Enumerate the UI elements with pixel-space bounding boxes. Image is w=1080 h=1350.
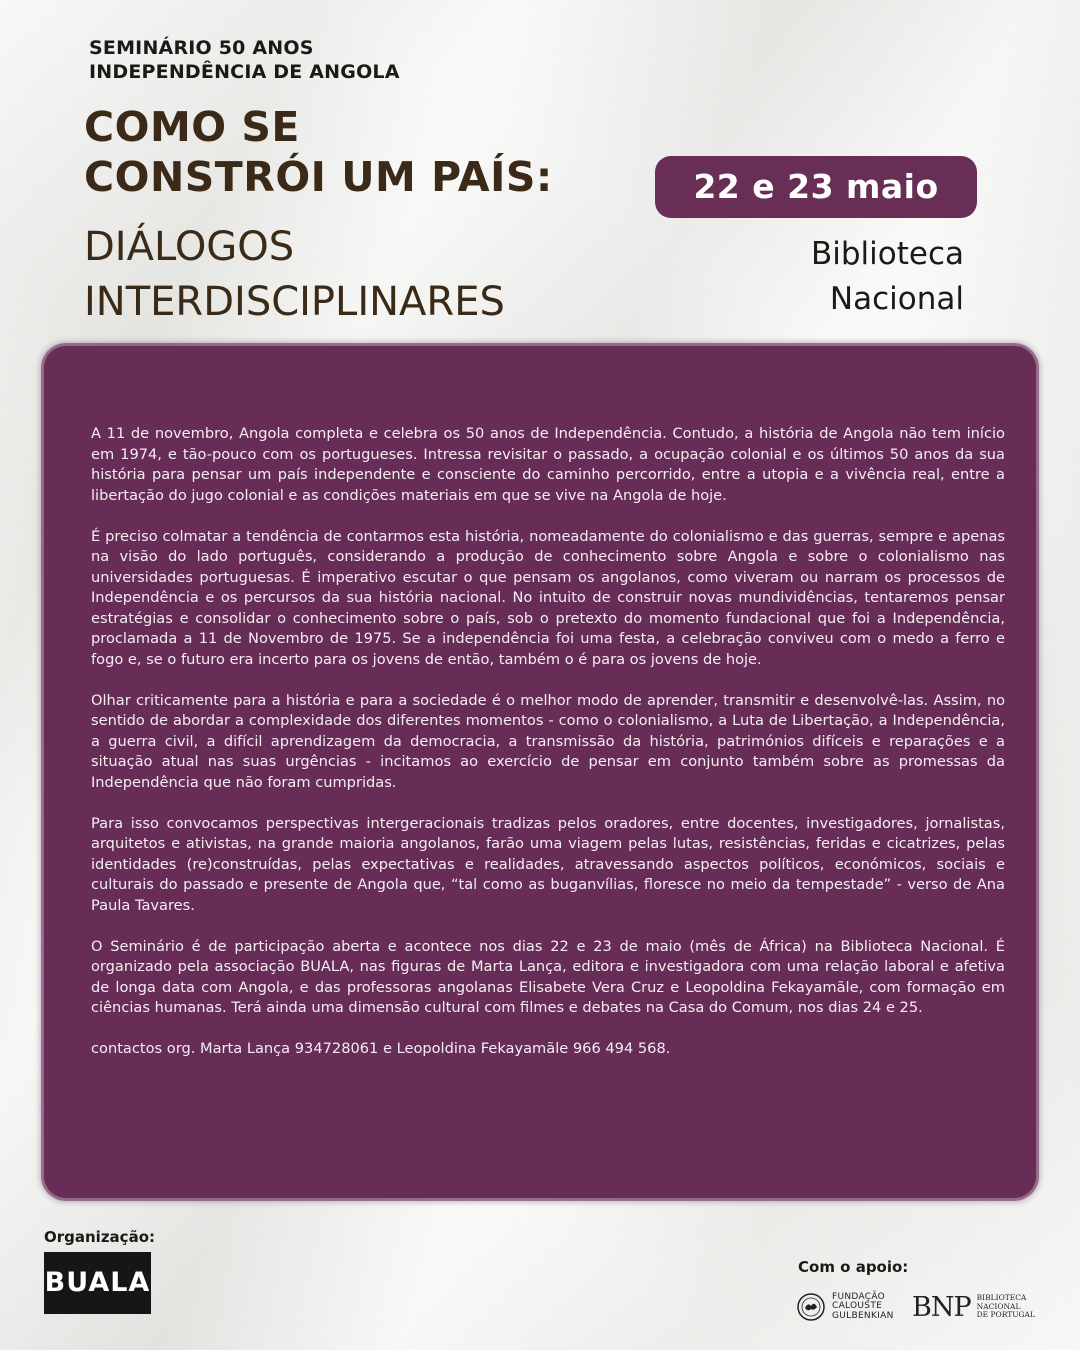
gulbenkian-wordmark [832,1293,894,1322]
bnp-mark: BNP [912,1291,971,1323]
buala-logo: BUALA [44,1252,151,1314]
venue-line-1: Biblioteca [810,236,964,272]
title-line-1: COMO SE [84,103,300,151]
venue [811,232,964,322]
bnp-line-2: NACIONAL [976,1301,1021,1311]
organization-label: Organização: [44,1228,155,1246]
gulbenkian-line-1: FUNDAÇÃO [832,1291,886,1302]
date-badge: 22 e 23 maio [655,156,977,218]
paragraph-3: Olhar criticamente para a história e para a sociedade é o melhor modo de aprender, transmitir e desenvolvê-las. Assim, no sentido de abordar a complexidade dos diferentes momentos - como o colonialismo, a Luta de Libertação, a Independência, a guerra civil, a difícil aprendizagem da democracia, a transmissão da história, patrimónios difíceis e reparações e a situação atual nas suas urgências - incitamos ao exercício de pensar em conjunto também sobre as promessas da Independência que não foram cumpridas. [91,691,1005,791]
contacts-line: contactos org. Marta Lança 934728061 e Leopoldina Fekayamãle 966 494 568. [91,1040,671,1057]
seminar-line-1: SEMINÁRIO 50 ANOS [89,37,314,59]
gulbenkian-logo [796,1289,894,1325]
subtitle-line-1: DIÁLOGOS [84,224,295,270]
paragraph-5: O Seminário é de participação aberta e acontece nos dias 22 e 23 de maio (mês de África) na Biblioteca Nacional. É organizado pela associação BUALA, nas figuras de Marta Lança, editora e investigadora com uma relação laboral e afetiva de longa data com Angola, e das professoras angolanas Elisabete Vera Cruz e Leopoldina Fekayamãle, com formação em ciências humanas. Terá ainda uma dimensão cultural com filmes e debates na Casa do Comum, nos dias 24 e 25. [91,937,1005,1016]
title-line-2: CONSTRÓI UM PAÍS: [84,153,553,201]
venue-line-2: Nacional [829,281,964,317]
paragraph-1: A 11 de novembro, Angola completa e celebra os 50 anos de Independência. Contudo, a história de Angola não tem início em 1974, e tão-pouco com os portugueses. Intressa revisitar o passado, a ocupação colonial e os últimos 50 anos da sua história para pensar um país independente e consciente do caminho percorrido, entre a utopia e a vivência real, entre a libertação do jugo colonial e as condições materiais em que se vive na Angola de hoje. [91,425,1005,504]
bnp-wordmark [977,1294,1035,1320]
page-subtitle [84,220,505,330]
panel-body [91,424,1005,1080]
gulbenkian-seal-icon [796,1292,826,1322]
bnp-line-1: BIBLIOTECA [976,1293,1027,1303]
seminar-heading [89,36,400,84]
page-title [84,102,553,202]
subtitle-line-2: INTERDISCIPLINARES [84,279,505,325]
bnp-line-3: DE PORTUGAL [976,1310,1035,1320]
seminar-line-2: INDEPENDÊNCIA DE ANGOLA [89,61,400,83]
bnp-logo [912,1289,1035,1325]
support-label: Com o apoio: [798,1258,909,1276]
paragraph-4: Para isso convocamos perspectivas intergeracionais tradizas pelos oradores, entre docentes, investigadores, jornalistas, arquitetos e ativistas, na grande maioria angolanos, farão uma viagem pelas lutas, resistências, feridas e cicatrizes, pelas identidades (re)construídas, pelas expectativas e realidades, atravessando aspectos políticos, económicos, sociais e culturais do passado e presente de Angola que, “tal como as buganvílias, floresce no meio da tempestade” - verso de Ana Paula Tavares. [91,814,1005,914]
paragraph-2: É preciso colmatar a tendência de contarmos esta história, nomeadamente do colonialismo e das guerras, sempre e apenas na visão do lado português, considerando a produção de conhecimento sobre Angola e sobre o colonialismo nas universidades portuguesas. É imperativo escutar o que pensam os angolanos, como viveram ou narram os processos de Independência e os percursos da sua história nacional. No intuito de construir novas mundividências, tentaremos pensar estratégias e consolidar o conhecimento sobre o país, sob o pretexto do momento fundacional que foi a Independência, proclamada a 11 de Novembro de 1975. Se a independência foi uma festa, a celebração conviveu com o medo a ferro e fogo e, se o futuro era incerto para os jovens de então, também o é para os jovens de hoje. [91,527,1005,668]
gulbenkian-line-3: GULBENKIAN [832,1310,894,1321]
gulbenkian-line-2: CALOUSTE [832,1301,883,1312]
